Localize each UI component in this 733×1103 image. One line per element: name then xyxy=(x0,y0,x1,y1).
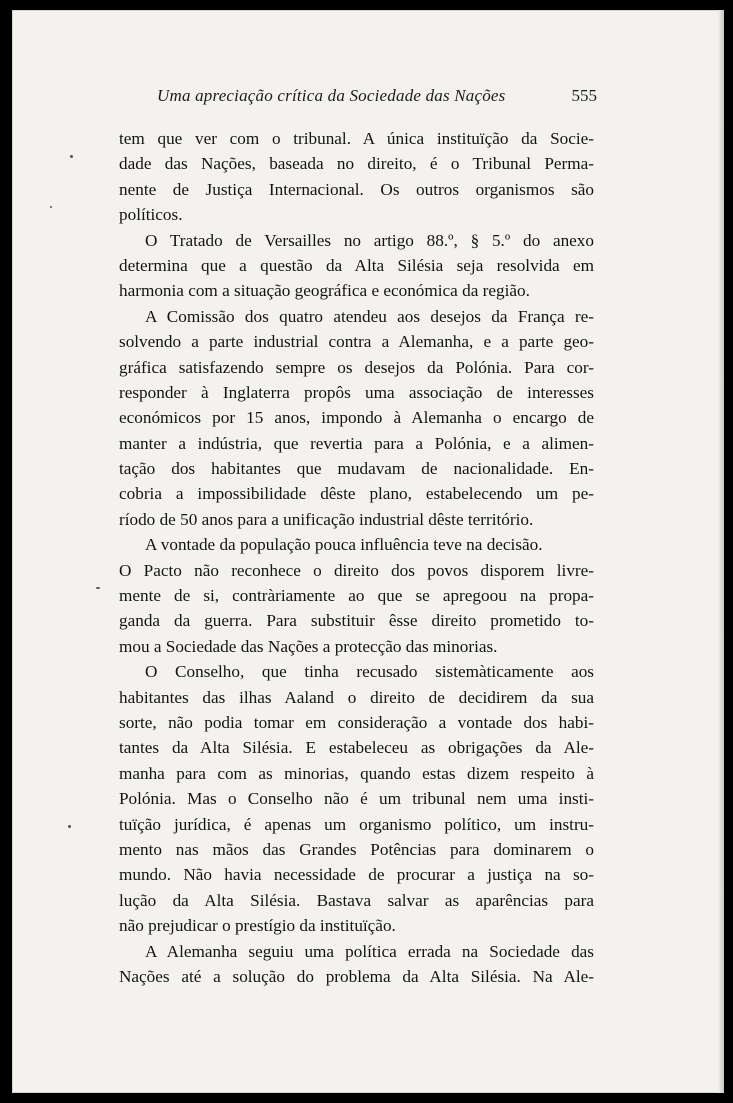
text-line: A Alemanha seguiu uma política errada na Sociedade das xyxy=(145,941,594,961)
text-line: sorte, não podia tomar em consideração a vontade dos habi- xyxy=(119,712,594,732)
text-line: O Pacto não reconhece o direito dos povos disporem livre- xyxy=(119,560,594,580)
text-line: tantes da Alta Silésia. E estabeleceu as obrigações da Ale- xyxy=(119,738,594,758)
text-line: tuïção jurídica, é apenas um organismo político, um instru- xyxy=(119,814,594,834)
running-head-title: Uma apreciação crítica da Sociedade das Nações xyxy=(157,86,506,105)
book-page xyxy=(12,10,724,1093)
text-line: tem que ver com o tribunal. A única instituïção da Socie- xyxy=(119,129,594,148)
text-line: solvendo a parte industrial contra a Alemanha, e a parte geo- xyxy=(119,332,594,352)
text-line: económicos por 15 anos, impondo à Alemanha o encargo de xyxy=(119,408,594,428)
text-line: políticos. xyxy=(119,205,183,225)
text-line: harmonia com a situação geográfica e económica da região. xyxy=(119,281,530,301)
text-line: O Tratado de Versailles no artigo 88.º, § 5.º do anexo xyxy=(145,230,594,250)
text-line: A vontade da população pouca influência teve na decisão. xyxy=(145,535,543,555)
text-line: A Comissão dos quatro atendeu aos desejos da França re- xyxy=(145,306,594,326)
text-line: manha para com as minorias, quando estas dizem respeito à xyxy=(119,763,594,783)
text-line: lução da Alta Silésia. Bastava salvar as aparências para xyxy=(119,890,594,910)
text-line: ganda da guerra. Para substituir êsse direito prometido to- xyxy=(119,611,594,631)
text-line: responder à Inglaterra propôs uma associação de interesses xyxy=(119,382,594,402)
text-line: dade das Nações, baseada no direito, é o Tribunal Perma- xyxy=(119,154,594,174)
page-edge-shadow xyxy=(718,10,724,1093)
text-line: gráfica satisfazendo sempre os desejos da Polónia. Para cor- xyxy=(119,357,594,377)
text-line: cobria a impossibilidade dêste plano, estabelecendo um pe- xyxy=(119,484,594,504)
text-line: tação dos habitantes que mudavam de nacionalidade. En- xyxy=(119,459,594,479)
text-line: O Conselho, que tinha recusado sistemàticamente aos xyxy=(145,662,594,682)
text-line: mou a Sociedade das Nações a protecção das minorias. xyxy=(119,636,498,656)
text-line: mento nas mãos das Grandes Potências para dominarem o xyxy=(119,839,594,859)
text-line: mente de si, contràriamente ao que se apregoou na propa- xyxy=(119,586,594,606)
page-number: 555 xyxy=(571,86,597,105)
running-head xyxy=(157,86,597,110)
text-line: mundo. Não havia necessidade de procurar a justiça na so- xyxy=(119,865,594,885)
text-line: habitantes das ilhas Aaland o direito de decidirem da sua xyxy=(119,687,594,707)
scan-speck xyxy=(68,825,71,828)
text-line: manter a indústria, que revertia para a Polónia, e a alimen- xyxy=(119,433,594,453)
scan-speck xyxy=(70,155,73,158)
text-line: ríodo de 50 anos para a unificação industrial dêste território. xyxy=(119,509,534,529)
text-line: nente de Justiça Internacional. Os outros organismos são xyxy=(119,179,594,199)
text-line: não prejudicar o prestígio da instituïção. xyxy=(119,916,396,936)
text-line: Nações até a solução do problema da Alta Silésia. Na Ale- xyxy=(119,966,594,986)
text-line: Polónia. Mas o Conselho não é um tribunal nem uma insti- xyxy=(119,789,594,809)
body-text xyxy=(119,126,594,989)
text-line: determina que a questão da Alta Silésia seja resolvida em xyxy=(119,255,594,275)
scan-speck xyxy=(96,587,100,589)
scan-speck xyxy=(50,206,52,208)
